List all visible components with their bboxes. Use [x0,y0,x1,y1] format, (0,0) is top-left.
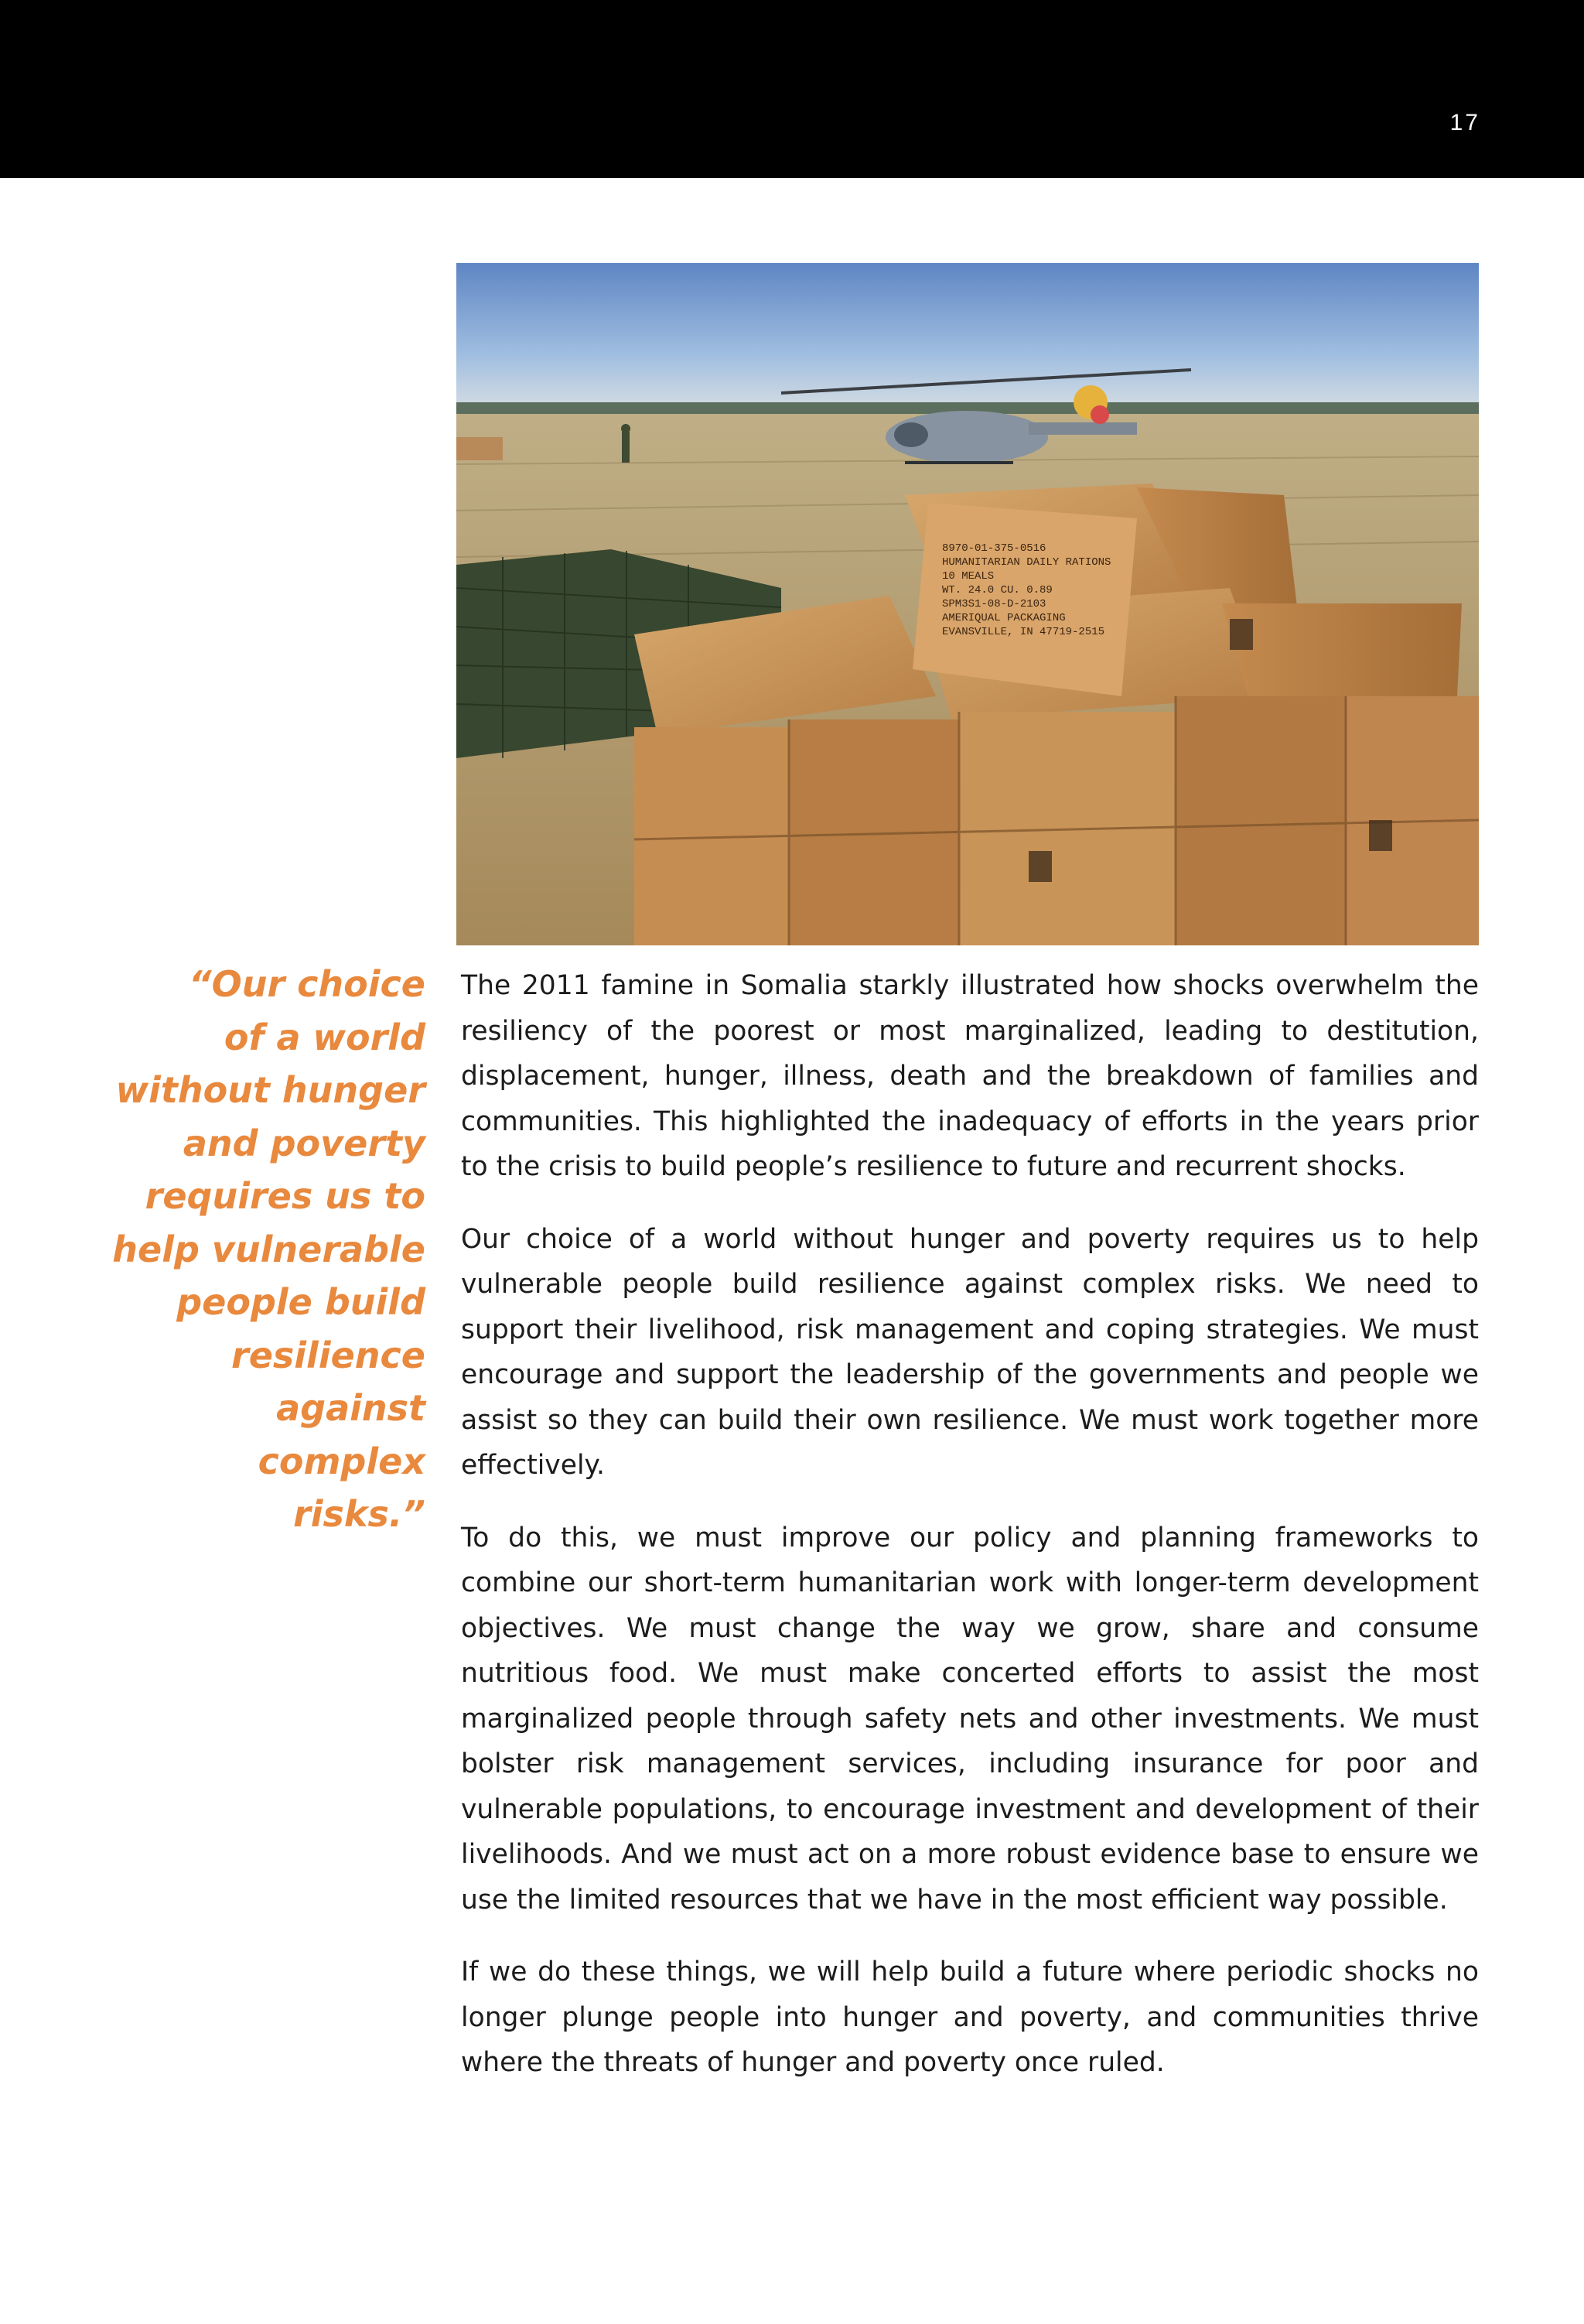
svg-text:8970-01-375-0516: 8970-01-375-0516 [942,542,1046,555]
quote-line: and poverty [183,1122,425,1164]
quote-line: against [276,1387,425,1429]
soldier-figure [622,432,630,463]
photo-illustration [456,263,1479,945]
body-paragraph: If we do these things, we will help build a future where periodic shocks no longer plunge people into hunger and poverty, and communities thrive where the threats of hunger and poverty once ruled. [461,1957,1479,2078]
svg-text:WT. 24.0 CU. 0.89: WT. 24.0 CU. 0.89 [942,584,1053,596]
quote-line: requires us to [145,1175,425,1217]
quote-line: people build [176,1281,425,1323]
svg-text:10 MEALS: 10 MEALS [942,570,995,583]
quote-line: without hunger [115,1069,425,1111]
left-pallet [456,437,503,460]
quote-line: of a world [224,1016,425,1058]
svg-text:HUMANITARIAN DAILY RATIONS: HUMANITARIAN DAILY RATIONS [942,556,1111,569]
header-band [0,0,1584,178]
svg-text:AMERIQUAL PACKAGING: AMERIQUAL PACKAGING [942,612,1066,624]
quote-line: complex [258,1440,425,1482]
quote-line: resilience [231,1334,425,1376]
pull-quote [108,958,425,1541]
article-body [461,963,1479,2113]
quote-line: help vulnerable [112,1228,425,1270]
svg-text:SPM3S1-08-D-2103: SPM3S1-08-D-2103 [942,598,1046,610]
svg-text:EVANSVILLE, IN 47719-2515: EVANSVILLE, IN 47719-2515 [942,626,1105,638]
body-paragraph: The 2011 famine in Somalia starkly illustrated how shocks overwhelm the resiliency of the poorest or most marginalized, leading to destitution, displacement, hunger, illness, death and the breakdown of families and communities. This highlighted the inadequacy of efforts in the years prior to the crisis to build people’s resilience to future and recurrent shocks. [461,970,1479,1182]
sky [456,263,1479,414]
page-number: 17 [1449,110,1480,135]
cover-photo [456,263,1479,945]
body-paragraph: To do this, we must improve our policy and planning frameworks to combine our short-term humanitarian work with longer-term development objectives. We must change the way we grow, share and consume nutritious food. We must make concerted efforts to assist the most marginalized people through safety nets and other investments. We must bolster risk management services, including insurance for poor and vulnerable populations, to encourage investment and development of their livelihoods. And we must act on a more robust evidence base to ensure we use the limited resources that we have in the most efficient way possible. [461,1522,1479,1916]
quote-line: risks.” [293,1493,425,1535]
body-paragraph: Our choice of a world without hunger and poverty requires us to help vulnerable people build resilience against complex risks. We need to support their livelihood, risk management and coping strategies. We must encourage and support the leadership of the governments and people we assist so they can build their own resilience. We must work together more effectively. [461,1223,1479,1481]
quote-line: “Our choice [188,963,425,1005]
